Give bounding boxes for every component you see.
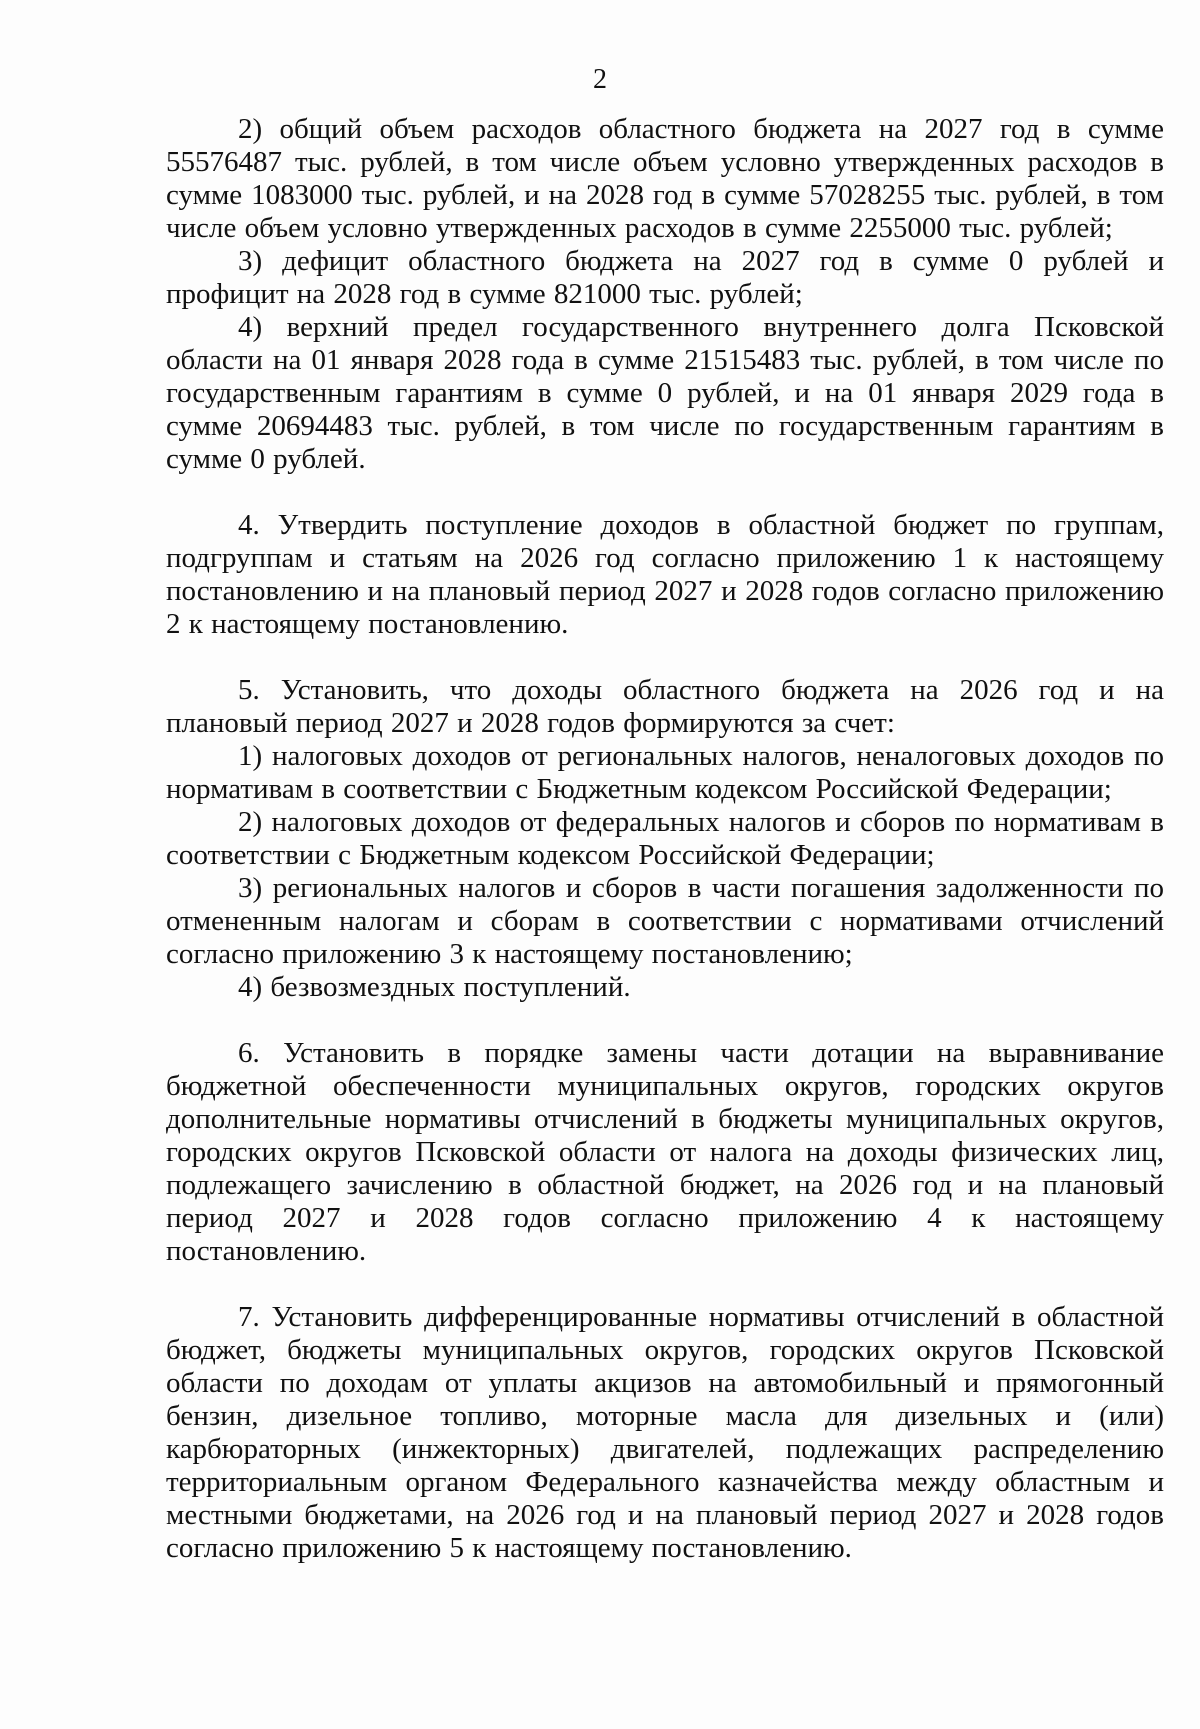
paragraph-gap xyxy=(166,1004,1164,1037)
paragraph-clause-4: 4. Утвердить поступление доходов в областной бюджет по группам, подгруппам и статьям на 2026 год согласно приложению 1 к настоящему постановлению и на плановый период 2027 и 2028 годов согласно приложению 2 к настоящему постановлению. xyxy=(166,509,1164,640)
paragraph-gap xyxy=(166,476,1164,509)
paragraph-clause-6: 6. Установить в порядке замены части дотации на выравнивание бюджетной обеспеченности муниципальных округов, городских округов дополнительные нормативы отчислений в бюджеты муниципальных округов, городских округов Псковской области от налога на доходы физических лиц, подлежащего зачислению в областной бюджет, на 2026 год и на плановый период 2027 и 2028 годов согласно приложению 4 к настоящему постановлению. xyxy=(166,1037,1164,1267)
paragraph-gap xyxy=(166,641,1164,674)
paragraph-expenses: 2) общий объем расходов областного бюджета на 2027 год в сумме 55576487 тыс. рублей, в том числе объем условно утвержденных расходов в сумме 1083000 тыс. рублей, и на 2028 год в сумме 57028255 тыс. рублей, в том числе объем условно утвержденных расходов в сумме 2255000 тыс. рублей; xyxy=(166,113,1164,244)
paragraph-clause-5-item-1: 1) налоговых доходов от региональных налогов, неналоговых доходов по нормативам в соответствии с Бюджетным кодексом Российской Федерации; xyxy=(166,740,1164,805)
paragraph-debt-limit: 4) верхний предел государственного внутреннего долга Псковской области на 01 января 2028 года в сумме 21515483 тыс. рублей, в том числе по государственным гарантиям в сумме 0 рублей, и на 01 января 2029 года в сумме 20694483 тыс. рублей, в том числе по государственным гарантиям в сумме 0 рублей. xyxy=(166,311,1164,475)
paragraph-clause-5: 5. Установить, что доходы областного бюджета на 2026 год и на плановый период 2027 и 2028 годов формируются за счет: xyxy=(166,674,1164,739)
paragraph-clause-5-item-4: 4) безвозмездных поступлений. xyxy=(238,971,631,1003)
paragraph-clause-7: 7. Установить дифференцированные нормативы отчислений в областной бюджет, бюджеты муниципальных округов, городских округов Псковской области по доходам от уплаты акцизов на автомобильный и прямогонный бензин, дизельное топливо, моторные масла для дизельных и (или) карбюраторных (инжекторных) двигателей, подлежащих распределению территориальным органом Федерального казначейства между областным и местными бюджетами, на 2026 год и на плановый период 2027 и 2028 годов согласно приложению 5 к настоящему постановлению. xyxy=(166,1301,1164,1564)
page-number: 2 xyxy=(593,64,607,95)
document-body xyxy=(166,113,1164,1565)
paragraph-deficit: 3) дефицит областного бюджета на 2027 год в сумме 0 рублей и профицит на 2028 год в сумме 821000 тыс. рублей; xyxy=(166,245,1164,310)
paragraph-clause-5-item-2: 2) налоговых доходов от федеральных налогов и сборов по нормативам в соответствии с Бюджетным кодексом Российской Федерации; xyxy=(166,806,1164,871)
paragraph-gap xyxy=(166,1268,1164,1301)
paragraph-clause-5-item-3: 3) региональных налогов и сборов в части погашения задолженности по отмененным налогам и сборам в соответствии с нормативами отчислений согласно приложению 3 к настоящему постановлению; xyxy=(166,872,1164,970)
